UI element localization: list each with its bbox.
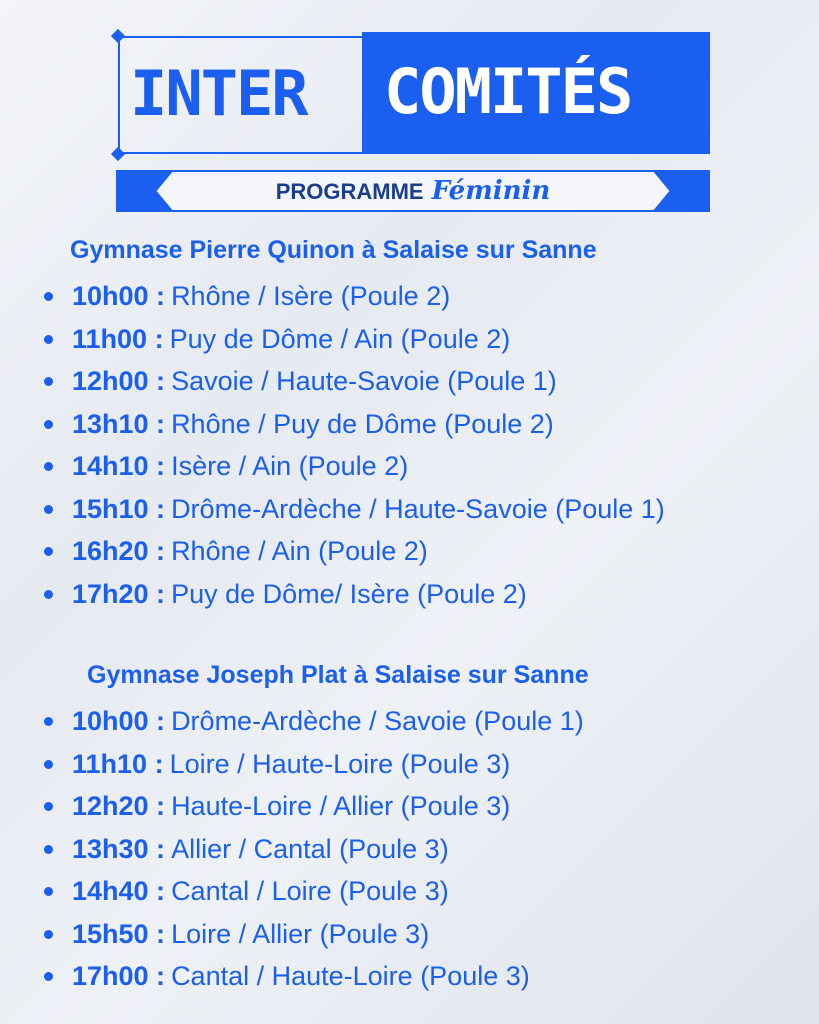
match-time: 14h10 : <box>72 451 166 481</box>
logo-comites-box <box>362 32 710 154</box>
venue-title-pierre-quinon: Gymnase Pierre Quinon à Salaise sur Sanne <box>70 236 597 264</box>
match-time: 13h10 : <box>72 408 166 439</box>
venue-title-joseph-plat: Gymnase Joseph Plat à Salaise sur Sanne <box>87 661 589 689</box>
list-item <box>40 275 665 318</box>
bullet-icon <box>44 845 53 854</box>
list-item <box>40 955 584 998</box>
match-time: 11h00 : <box>72 323 164 354</box>
match-time: 15h10 : <box>72 493 166 524</box>
list-item <box>40 913 584 956</box>
programme-ribbon <box>116 170 710 212</box>
match-teams: Drôme-Ardèche / Haute-Savoie (Poule 1) <box>171 493 665 524</box>
match-teams: Drôme-Ardèche / Savoie (Poule 1) <box>171 706 584 736</box>
match-teams: Cantal / Haute-Loire (Poule 3) <box>171 961 530 991</box>
bullet-icon <box>44 462 53 471</box>
match-teams: Savoie / Haute-Savoie (Poule 1) <box>171 366 557 396</box>
list-item <box>40 828 584 871</box>
list-item <box>40 530 665 573</box>
match-time: 15h50 : <box>72 918 166 949</box>
bullet-icon <box>44 972 53 981</box>
logo-word-inter: INTER <box>130 57 307 130</box>
ribbon-script-label: Féminin <box>431 176 551 206</box>
schedule-list-pierre-quinon <box>40 275 665 615</box>
match-teams: Haute-Loire / Allier (Poule 3) <box>171 791 511 821</box>
list-item <box>40 360 665 403</box>
logo-word-comites: COMITÉS <box>384 55 632 128</box>
match-teams: Rhône / Puy de Dôme (Poule 2) <box>171 408 554 439</box>
match-time: 12h20 : <box>72 791 166 821</box>
list-item <box>40 573 665 616</box>
match-teams: Isère / Ain (Poule 2) <box>171 451 409 481</box>
match-teams: Puy de Dôme / Ain (Poule 2) <box>169 323 511 354</box>
match-time: 11h10 : <box>72 748 164 779</box>
bullet-icon <box>44 292 53 301</box>
match-teams: Rhône / Isère (Poule 2) <box>171 281 451 311</box>
bullet-icon <box>44 420 53 429</box>
schedule-list-joseph-plat <box>40 700 584 998</box>
bullet-icon <box>44 377 53 386</box>
match-teams: Loire / Allier (Poule 3) <box>171 918 430 949</box>
match-time: 12h00 : <box>72 366 166 396</box>
bullet-icon <box>44 887 53 896</box>
bullet-icon <box>44 717 53 726</box>
match-time: 17h20 : <box>72 578 166 609</box>
match-time: 10h00 : <box>72 281 166 311</box>
list-item <box>40 403 665 446</box>
bullet-icon <box>44 547 53 556</box>
ribbon-label: PROGRAMME <box>275 179 424 204</box>
list-item <box>40 318 665 361</box>
match-time: 10h00 : <box>72 706 166 736</box>
match-time: 16h20 : <box>72 536 166 566</box>
bullet-icon <box>44 930 53 939</box>
bullet-icon <box>44 760 53 769</box>
bullet-icon <box>44 505 53 514</box>
match-teams: Cantal / Loire (Poule 3) <box>171 876 449 906</box>
bullet-icon <box>44 590 53 599</box>
list-item <box>40 743 584 786</box>
list-item <box>40 700 584 743</box>
list-item <box>40 870 584 913</box>
inter-comites-logo <box>112 30 710 216</box>
list-item <box>40 445 665 488</box>
match-teams: Puy de Dôme/ Isère (Poule 2) <box>171 578 527 609</box>
match-time: 13h30 : <box>72 833 166 864</box>
list-item <box>40 488 665 531</box>
match-time: 14h40 : <box>72 876 166 906</box>
ribbon-text <box>118 172 708 210</box>
bullet-icon <box>44 802 53 811</box>
match-teams: Rhône / Ain (Poule 2) <box>171 536 428 566</box>
match-time: 17h00 : <box>72 961 166 991</box>
list-item <box>40 785 584 828</box>
match-teams: Allier / Cantal (Poule 3) <box>171 833 449 864</box>
bullet-icon <box>44 335 53 344</box>
match-teams: Loire / Haute-Loire (Poule 3) <box>169 748 511 779</box>
